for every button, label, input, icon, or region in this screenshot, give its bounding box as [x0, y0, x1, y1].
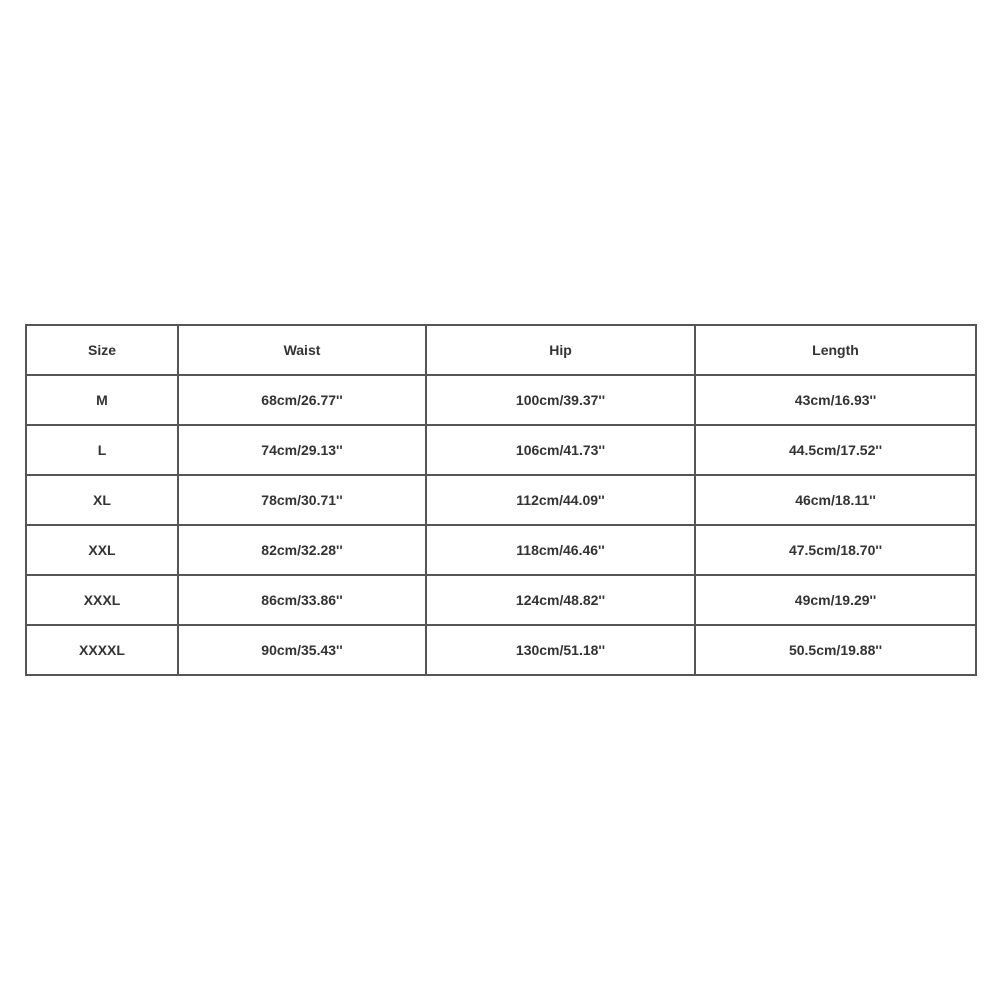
- header-size: Size: [26, 325, 178, 375]
- cell-waist: 68cm/26.77'': [178, 375, 426, 425]
- cell-waist: 82cm/32.28'': [178, 525, 426, 575]
- table-row: [26, 375, 976, 425]
- table-row: [26, 425, 976, 475]
- cell-length: 49cm/19.29'': [695, 575, 976, 625]
- cell-length: 46cm/18.11'': [695, 475, 976, 525]
- cell-waist: 90cm/35.43'': [178, 625, 426, 675]
- cell-size: M: [26, 375, 178, 425]
- header-length: Length: [695, 325, 976, 375]
- table-row: [26, 475, 976, 525]
- table-row: [26, 525, 976, 575]
- cell-hip: 124cm/48.82'': [426, 575, 695, 625]
- cell-size: XXXXL: [26, 625, 178, 675]
- cell-size: L: [26, 425, 178, 475]
- cell-size: XL: [26, 475, 178, 525]
- cell-size: XXL: [26, 525, 178, 575]
- cell-hip: 100cm/39.37'': [426, 375, 695, 425]
- table-row: [26, 575, 976, 625]
- cell-waist: 74cm/29.13'': [178, 425, 426, 475]
- cell-hip: 118cm/46.46'': [426, 525, 695, 575]
- cell-hip: 106cm/41.73'': [426, 425, 695, 475]
- cell-length: 47.5cm/18.70'': [695, 525, 976, 575]
- cell-waist: 86cm/33.86'': [178, 575, 426, 625]
- cell-hip: 112cm/44.09'': [426, 475, 695, 525]
- cell-length: 44.5cm/17.52'': [695, 425, 976, 475]
- cell-length: 50.5cm/19.88'': [695, 625, 976, 675]
- cell-size: XXXL: [26, 575, 178, 625]
- header-waist: Waist: [178, 325, 426, 375]
- cell-hip: 130cm/51.18'': [426, 625, 695, 675]
- size-chart-table: [25, 324, 977, 676]
- table-row: [26, 625, 976, 675]
- header-hip: Hip: [426, 325, 695, 375]
- cell-length: 43cm/16.93'': [695, 375, 976, 425]
- table-header-row: [26, 325, 976, 375]
- cell-waist: 78cm/30.71'': [178, 475, 426, 525]
